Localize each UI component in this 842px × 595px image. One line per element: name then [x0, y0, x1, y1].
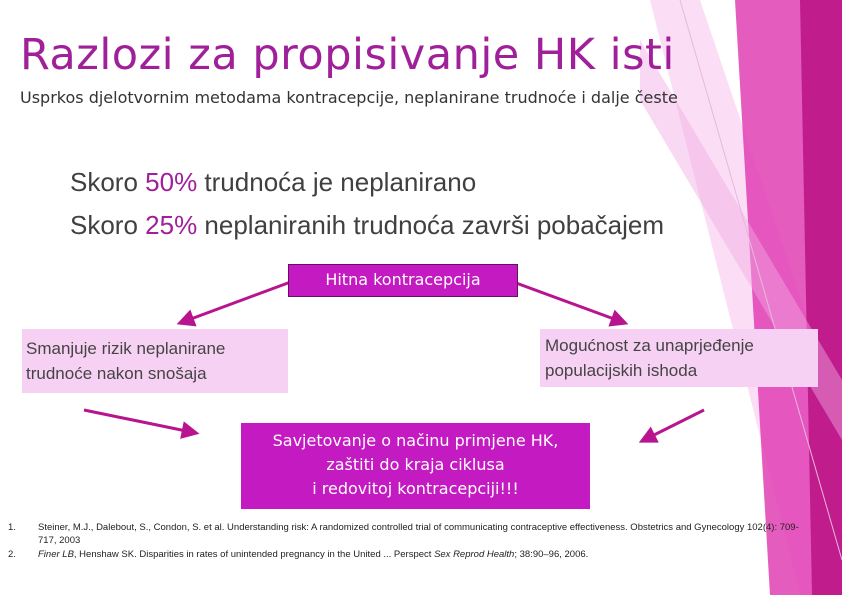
- counseling-line-2: zaštiti do kraja ciklusa: [326, 455, 505, 474]
- counseling-box: [241, 423, 590, 509]
- risk-reduction-line-2: trudnoće nakon snošaja: [26, 364, 207, 383]
- reference-journal: Sex Reprod Health: [434, 549, 515, 560]
- reference-middle: , Henshaw SK. Disparities in rates of unintended pregnancy in the United ... Perspect: [73, 549, 435, 560]
- arrow-to-bottom-box-left: [84, 410, 196, 433]
- counseling-line-3: i redovitoj kontracepciji!!!: [312, 479, 519, 498]
- reference-item: [0, 522, 805, 547]
- reference-number: 2.: [8, 549, 16, 560]
- stat-2-prefix: Skoro: [70, 210, 146, 240]
- arrow-to-bottom-box-right: [642, 410, 704, 441]
- reference-text: Steiner, M.J., Dalebout, S., Condon, S. et al. Understanding risk: A randomized controlled trial of communicating contraceptive effectiveness. Obstetrics and Gynecology 102(4): 709-717, 2003: [38, 522, 799, 546]
- stat-1-prefix: Skoro: [70, 167, 146, 197]
- references-list: [0, 522, 805, 564]
- reference-number: 1.: [8, 522, 16, 533]
- risk-reduction-box: [22, 329, 288, 393]
- reference-item: [0, 549, 805, 562]
- arrow-to-left-box: [180, 280, 296, 323]
- slide-subtitle: Usprkos djelotvornim metodama kontracepcije, neplanirane trudnoće i dalje česte: [20, 88, 678, 107]
- stat-line-2: [70, 210, 664, 241]
- arrow-to-right-box: [508, 280, 625, 323]
- stat-2-suffix: neplaniranih trudnoća završi pobačajem: [197, 210, 665, 240]
- reference-authors: Finer LB: [38, 549, 74, 560]
- stat-line-1: [70, 167, 476, 198]
- counseling-line-1: Savjetovanje o načinu primjene HK,: [272, 431, 559, 450]
- risk-reduction-line-1: Smanjuje rizik neplanirane: [26, 339, 226, 358]
- emergency-contraception-box: Hitna kontracepcija: [288, 264, 518, 297]
- population-outcomes-box: [540, 329, 818, 387]
- stat-1-suffix: trudnoća je neplanirano: [197, 167, 477, 197]
- population-outcomes-line-1: Mogućnost za unaprjeđenje: [545, 336, 754, 355]
- stat-1-value: 50%: [145, 167, 198, 197]
- stat-2-value: 25%: [145, 210, 198, 240]
- reference-tail: ; 38:90–96, 2006.: [514, 549, 589, 560]
- slide-title: Razlozi za propisivanje HK isti: [20, 30, 675, 80]
- population-outcomes-line-2: populacijskih ishoda: [545, 361, 698, 380]
